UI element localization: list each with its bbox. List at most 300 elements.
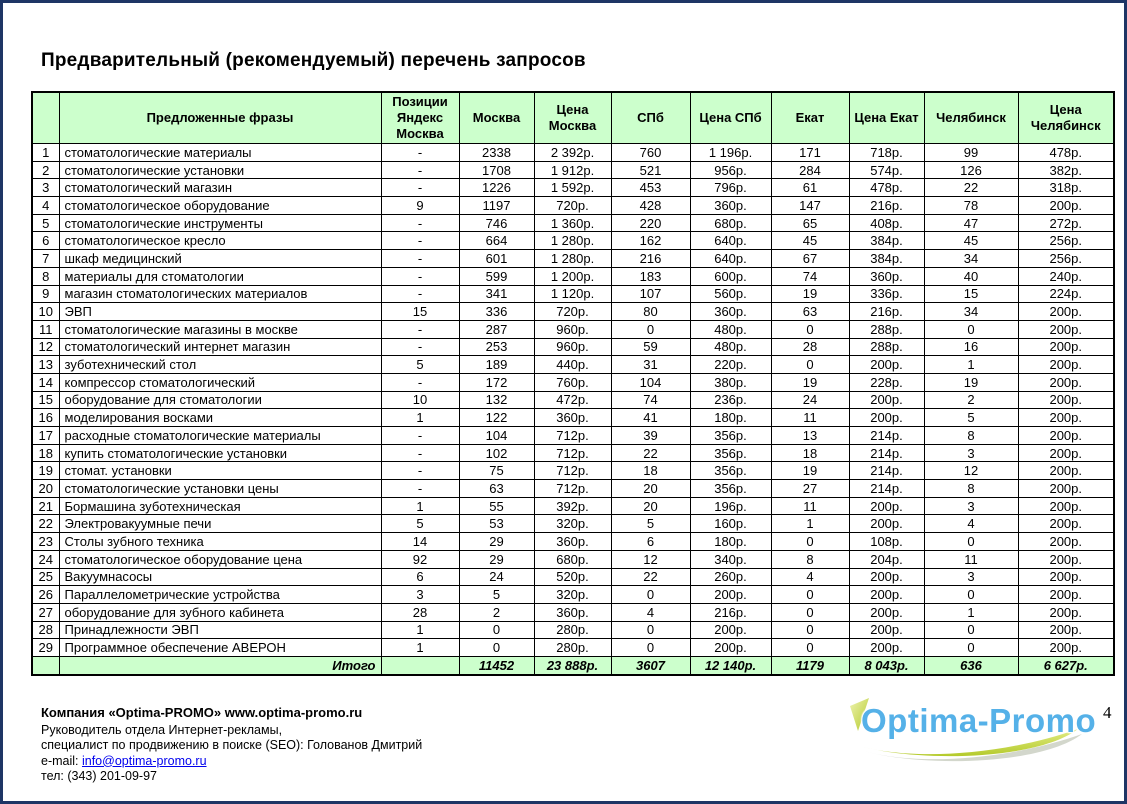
phrase-cell: стомат. установки bbox=[59, 462, 381, 480]
phrase-cell: стоматологические материалы bbox=[59, 144, 381, 162]
phrase-cell: шкаф медицинский bbox=[59, 250, 381, 268]
phrase-cell: купить стоматологические установки bbox=[59, 444, 381, 462]
value-cell: 712р. bbox=[534, 427, 611, 445]
value-cell: 408р. bbox=[849, 214, 924, 232]
row-number-cell: 28 bbox=[32, 621, 59, 639]
table-row bbox=[32, 285, 1114, 303]
table-row bbox=[32, 639, 1114, 657]
row-number-cell: 25 bbox=[32, 568, 59, 586]
value-cell: 0 bbox=[771, 320, 849, 338]
value-cell: 1 196р. bbox=[690, 144, 771, 162]
value-cell: 478р. bbox=[849, 179, 924, 197]
value-cell: 200р. bbox=[1018, 550, 1114, 568]
phrase-cell: Принадлежности ЭВП bbox=[59, 621, 381, 639]
value-cell: 1 bbox=[381, 639, 459, 657]
phrase-cell: Вакуумнасосы bbox=[59, 568, 381, 586]
value-cell: 11 bbox=[771, 409, 849, 427]
value-cell: 260р. bbox=[690, 568, 771, 586]
value-cell: 216р. bbox=[690, 603, 771, 621]
value-cell: 104 bbox=[459, 427, 534, 445]
value-cell: 256р. bbox=[1018, 250, 1114, 268]
value-cell: 5 bbox=[459, 586, 534, 604]
value-cell: 9 bbox=[381, 197, 459, 215]
total-value-moscow-price: 23 888р. bbox=[534, 656, 611, 675]
value-cell: 5 bbox=[381, 515, 459, 533]
value-cell: 200р. bbox=[849, 568, 924, 586]
value-cell: 0 bbox=[459, 639, 534, 657]
table-row bbox=[32, 373, 1114, 391]
table-row bbox=[32, 267, 1114, 285]
value-cell: 200р. bbox=[1018, 497, 1114, 515]
value-cell: 796р. bbox=[690, 179, 771, 197]
phrase-cell: стоматологическое кресло bbox=[59, 232, 381, 250]
value-cell: 80 bbox=[611, 303, 690, 321]
value-cell: 75 bbox=[459, 462, 534, 480]
column-header: Цена Екат bbox=[849, 92, 924, 144]
value-cell: 108р. bbox=[849, 533, 924, 551]
value-cell: 0 bbox=[611, 320, 690, 338]
value-cell: 41 bbox=[611, 409, 690, 427]
value-cell: 341 bbox=[459, 285, 534, 303]
queries-table bbox=[31, 91, 1115, 676]
value-cell: 78 bbox=[924, 197, 1018, 215]
phrase-cell: стоматологические установки цены bbox=[59, 480, 381, 498]
phrase-cell: оборудование для зубного кабинета bbox=[59, 603, 381, 621]
company-logo bbox=[845, 693, 1097, 768]
value-cell: 356р. bbox=[690, 444, 771, 462]
value-cell: 1 280р. bbox=[534, 232, 611, 250]
value-cell: 0 bbox=[771, 603, 849, 621]
value-cell: 126 bbox=[924, 161, 1018, 179]
value-cell: 356р. bbox=[690, 480, 771, 498]
value-cell: 59 bbox=[611, 338, 690, 356]
value-cell: 20 bbox=[611, 497, 690, 515]
value-cell: 0 bbox=[771, 639, 849, 657]
value-cell: - bbox=[381, 427, 459, 445]
value-cell: 760 bbox=[611, 144, 690, 162]
value-cell: 196р. bbox=[690, 497, 771, 515]
footer-company-line: Компания «Optima-PROMO» www.optima-promo.ru bbox=[41, 705, 363, 720]
value-cell: 392р. bbox=[534, 497, 611, 515]
value-cell: 200р. bbox=[1018, 444, 1114, 462]
value-cell: 53 bbox=[459, 515, 534, 533]
value-cell: 74 bbox=[771, 267, 849, 285]
table-row bbox=[32, 480, 1114, 498]
value-cell: 280р. bbox=[534, 639, 611, 657]
value-cell: 480р. bbox=[690, 320, 771, 338]
value-cell: 200р. bbox=[1018, 427, 1114, 445]
value-cell: 4 bbox=[611, 603, 690, 621]
value-cell: 67 bbox=[771, 250, 849, 268]
total-value-ekat: 1179 bbox=[771, 656, 849, 675]
value-cell: 200р. bbox=[1018, 391, 1114, 409]
row-number-cell: 4 bbox=[32, 197, 59, 215]
row-number-cell: 27 bbox=[32, 603, 59, 621]
column-header: Цена Челябинск bbox=[1018, 92, 1114, 144]
column-header: Позиции Яндекс Москва bbox=[381, 92, 459, 144]
value-cell: 99 bbox=[924, 144, 1018, 162]
value-cell: 320р. bbox=[534, 515, 611, 533]
value-cell: 162 bbox=[611, 232, 690, 250]
row-number-cell: 8 bbox=[32, 267, 59, 285]
value-cell: 360р. bbox=[690, 197, 771, 215]
value-cell: 24 bbox=[771, 391, 849, 409]
value-cell: 272р. bbox=[1018, 214, 1114, 232]
value-cell: 180р. bbox=[690, 409, 771, 427]
value-cell: 200р. bbox=[849, 391, 924, 409]
phrase-cell: материалы для стоматологии bbox=[59, 267, 381, 285]
value-cell: 216р. bbox=[849, 197, 924, 215]
footer-email-label: e-mail: bbox=[41, 753, 82, 768]
value-cell: 360р. bbox=[849, 267, 924, 285]
value-cell: 200р. bbox=[1018, 356, 1114, 374]
value-cell: 440р. bbox=[534, 356, 611, 374]
value-cell: 204р. bbox=[849, 550, 924, 568]
value-cell: 200р. bbox=[690, 639, 771, 657]
total-value-chelyabinsk: 636 bbox=[924, 656, 1018, 675]
value-cell: 1 360р. bbox=[534, 214, 611, 232]
row-number-cell: 24 bbox=[32, 550, 59, 568]
value-cell: 12 bbox=[924, 462, 1018, 480]
value-cell: - bbox=[381, 232, 459, 250]
row-number-cell: 1 bbox=[32, 144, 59, 162]
table-row bbox=[32, 462, 1114, 480]
row-number-cell: 23 bbox=[32, 533, 59, 551]
table-row bbox=[32, 427, 1114, 445]
value-cell: 472р. bbox=[534, 391, 611, 409]
value-cell: 1 912р. bbox=[534, 161, 611, 179]
value-cell: 6 bbox=[381, 568, 459, 586]
table-row bbox=[32, 409, 1114, 427]
value-cell: 55 bbox=[459, 497, 534, 515]
value-cell: 122 bbox=[459, 409, 534, 427]
phrase-cell: Электровакуумные печи bbox=[59, 515, 381, 533]
value-cell: 224р. bbox=[1018, 285, 1114, 303]
value-cell: 356р. bbox=[690, 427, 771, 445]
value-cell: 200р. bbox=[1018, 480, 1114, 498]
value-cell: 200р. bbox=[690, 586, 771, 604]
value-cell: 2 bbox=[459, 603, 534, 621]
value-cell: 24 bbox=[459, 568, 534, 586]
phrase-cell: зуботехнический стол bbox=[59, 356, 381, 374]
total-label: Итого bbox=[59, 656, 381, 675]
value-cell: 200р. bbox=[1018, 197, 1114, 215]
value-cell: 11 bbox=[924, 550, 1018, 568]
value-cell: 228р. bbox=[849, 373, 924, 391]
value-cell: 216 bbox=[611, 250, 690, 268]
phrase-cell: стоматологический интернет магазин bbox=[59, 338, 381, 356]
value-cell: 320р. bbox=[534, 586, 611, 604]
value-cell: 31 bbox=[611, 356, 690, 374]
value-cell: 236р. bbox=[690, 391, 771, 409]
value-cell: 521 bbox=[611, 161, 690, 179]
value-cell: 220р. bbox=[690, 356, 771, 374]
value-cell: 8 bbox=[771, 550, 849, 568]
value-cell: 8 bbox=[924, 427, 1018, 445]
table-row bbox=[32, 214, 1114, 232]
value-cell: 318р. bbox=[1018, 179, 1114, 197]
table-row bbox=[32, 197, 1114, 215]
value-cell: 15 bbox=[924, 285, 1018, 303]
value-cell: - bbox=[381, 179, 459, 197]
phrase-cell: стоматологический магазин bbox=[59, 179, 381, 197]
value-cell: 92 bbox=[381, 550, 459, 568]
value-cell: 102 bbox=[459, 444, 534, 462]
value-cell: 0 bbox=[924, 533, 1018, 551]
value-cell: 0 bbox=[924, 320, 1018, 338]
value-cell: 712р. bbox=[534, 444, 611, 462]
value-cell: 1 bbox=[381, 621, 459, 639]
value-cell: 28 bbox=[381, 603, 459, 621]
row-number-cell: 6 bbox=[32, 232, 59, 250]
phrase-cell: ЭВП bbox=[59, 303, 381, 321]
value-cell: 720р. bbox=[534, 197, 611, 215]
value-cell: 10 bbox=[381, 391, 459, 409]
value-cell: 29 bbox=[459, 533, 534, 551]
value-cell: 19 bbox=[924, 373, 1018, 391]
value-cell: 22 bbox=[611, 568, 690, 586]
value-cell: 2 bbox=[924, 391, 1018, 409]
value-cell: 200р. bbox=[1018, 568, 1114, 586]
table-row bbox=[32, 568, 1114, 586]
value-cell: 336р. bbox=[849, 285, 924, 303]
value-cell: 6 bbox=[611, 533, 690, 551]
value-cell: 183 bbox=[611, 267, 690, 285]
value-cell: 22 bbox=[611, 444, 690, 462]
page-number: 4 bbox=[1103, 703, 1112, 722]
value-cell: 104 bbox=[611, 373, 690, 391]
phrase-cell: Столы зубного техника bbox=[59, 533, 381, 551]
total-value-moscow: 11452 bbox=[459, 656, 534, 675]
phrase-cell: компрессор стоматологический bbox=[59, 373, 381, 391]
value-cell: 288р. bbox=[849, 338, 924, 356]
value-cell: 200р. bbox=[1018, 338, 1114, 356]
table-row bbox=[32, 356, 1114, 374]
value-cell: 680р. bbox=[690, 214, 771, 232]
value-cell: 2 392р. bbox=[534, 144, 611, 162]
value-cell: 360р. bbox=[534, 409, 611, 427]
value-cell: 200р. bbox=[849, 497, 924, 515]
value-cell: 288р. bbox=[849, 320, 924, 338]
table-row bbox=[32, 303, 1114, 321]
table-row bbox=[32, 179, 1114, 197]
value-cell: - bbox=[381, 161, 459, 179]
phrase-cell: оборудование для стоматологии bbox=[59, 391, 381, 409]
table-row bbox=[32, 603, 1114, 621]
row-number-cell: 15 bbox=[32, 391, 59, 409]
phrase-cell: магазин стоматологических материалов bbox=[59, 285, 381, 303]
total-empty-number-cell bbox=[32, 656, 59, 675]
value-cell: 214р. bbox=[849, 444, 924, 462]
value-cell: 19 bbox=[771, 462, 849, 480]
value-cell: 712р. bbox=[534, 480, 611, 498]
footer-contact-block bbox=[41, 705, 422, 785]
value-cell: 200р. bbox=[849, 621, 924, 639]
row-number-cell: 22 bbox=[32, 515, 59, 533]
value-cell: 20 bbox=[611, 480, 690, 498]
value-cell: - bbox=[381, 444, 459, 462]
value-cell: 200р. bbox=[1018, 603, 1114, 621]
phrase-cell: стоматологические установки bbox=[59, 161, 381, 179]
value-cell: 356р. bbox=[690, 462, 771, 480]
value-cell: 171 bbox=[771, 144, 849, 162]
value-cell: 200р. bbox=[1018, 320, 1114, 338]
value-cell: 29 bbox=[459, 550, 534, 568]
value-cell: 1 bbox=[771, 515, 849, 533]
total-value-chelyabinsk-price: 6 627р. bbox=[1018, 656, 1114, 675]
value-cell: 200р. bbox=[1018, 639, 1114, 657]
row-number-cell: 10 bbox=[32, 303, 59, 321]
value-cell: 4 bbox=[924, 515, 1018, 533]
value-cell: 1 200р. bbox=[534, 267, 611, 285]
value-cell: 0 bbox=[611, 586, 690, 604]
value-cell: 453 bbox=[611, 179, 690, 197]
table-header-row bbox=[32, 92, 1114, 144]
table-body bbox=[32, 144, 1114, 657]
value-cell: 13 bbox=[771, 427, 849, 445]
value-cell: 960р. bbox=[534, 320, 611, 338]
value-cell: 172 bbox=[459, 373, 534, 391]
value-cell: - bbox=[381, 338, 459, 356]
value-cell: 480р. bbox=[690, 338, 771, 356]
value-cell: 336 bbox=[459, 303, 534, 321]
value-cell: 14 bbox=[381, 533, 459, 551]
value-cell: 574р. bbox=[849, 161, 924, 179]
column-header: СПб bbox=[611, 92, 690, 144]
value-cell: 284 bbox=[771, 161, 849, 179]
table-row bbox=[32, 444, 1114, 462]
phrase-cell: стоматологические магазины в москве bbox=[59, 320, 381, 338]
value-cell: 5 bbox=[611, 515, 690, 533]
value-cell: 340р. bbox=[690, 550, 771, 568]
value-cell: 200р. bbox=[1018, 533, 1114, 551]
value-cell: 0 bbox=[771, 586, 849, 604]
value-cell: 74 bbox=[611, 391, 690, 409]
value-cell: 3 bbox=[924, 568, 1018, 586]
row-number-cell: 13 bbox=[32, 356, 59, 374]
value-cell: 956р. bbox=[690, 161, 771, 179]
column-header bbox=[32, 92, 59, 144]
value-cell: - bbox=[381, 480, 459, 498]
value-cell: 360р. bbox=[534, 533, 611, 551]
footer-role-line-2: специалист по продвижению в поиске (SEO): Голованов Дмитрий bbox=[41, 738, 423, 752]
value-cell: 2338 bbox=[459, 144, 534, 162]
value-cell: 664 bbox=[459, 232, 534, 250]
table-row bbox=[32, 533, 1114, 551]
phrase-cell: стоматологическое оборудование bbox=[59, 197, 381, 215]
phrase-cell: Параллелометрические устройства bbox=[59, 586, 381, 604]
value-cell: 63 bbox=[771, 303, 849, 321]
row-number-cell: 11 bbox=[32, 320, 59, 338]
value-cell: 1 bbox=[381, 497, 459, 515]
value-cell: 560р. bbox=[690, 285, 771, 303]
value-cell: 214р. bbox=[849, 462, 924, 480]
row-number-cell: 5 bbox=[32, 214, 59, 232]
phrase-cell: Бормашина зуботехническая bbox=[59, 497, 381, 515]
value-cell: 1708 bbox=[459, 161, 534, 179]
value-cell: 1 bbox=[381, 409, 459, 427]
value-cell: 200р. bbox=[849, 639, 924, 657]
column-header: Челябинск bbox=[924, 92, 1018, 144]
row-number-cell: 12 bbox=[32, 338, 59, 356]
column-header: Екат bbox=[771, 92, 849, 144]
value-cell: 384р. bbox=[849, 232, 924, 250]
column-header: Предложенные фразы bbox=[59, 92, 381, 144]
value-cell: 47 bbox=[924, 214, 1018, 232]
footer-phone-line: тел: (343) 201-09-97 bbox=[41, 769, 158, 783]
row-number-cell: 19 bbox=[32, 462, 59, 480]
value-cell: 200р. bbox=[1018, 621, 1114, 639]
value-cell: 34 bbox=[924, 303, 1018, 321]
value-cell: 214р. bbox=[849, 427, 924, 445]
value-cell: 107 bbox=[611, 285, 690, 303]
footer-email-link[interactable]: info@optima-promo.ru bbox=[81, 753, 207, 768]
column-header: Москва bbox=[459, 92, 534, 144]
value-cell: 382р. bbox=[1018, 161, 1114, 179]
value-cell: 718р. bbox=[849, 144, 924, 162]
value-cell: 200р. bbox=[849, 586, 924, 604]
value-cell: 640р. bbox=[690, 232, 771, 250]
row-number-cell: 29 bbox=[32, 639, 59, 657]
value-cell: 0 bbox=[924, 621, 1018, 639]
value-cell: 18 bbox=[771, 444, 849, 462]
column-header: Цена Москва bbox=[534, 92, 611, 144]
value-cell: 18 bbox=[611, 462, 690, 480]
value-cell: 28 bbox=[771, 338, 849, 356]
value-cell: 1 280р. bbox=[534, 250, 611, 268]
value-cell: 12 bbox=[611, 550, 690, 568]
row-number-cell: 18 bbox=[32, 444, 59, 462]
value-cell: 40 bbox=[924, 267, 1018, 285]
row-number-cell: 2 bbox=[32, 161, 59, 179]
value-cell: 720р. bbox=[534, 303, 611, 321]
value-cell: 256р. bbox=[1018, 232, 1114, 250]
row-number-cell: 20 bbox=[32, 480, 59, 498]
value-cell: - bbox=[381, 250, 459, 268]
value-cell: - bbox=[381, 144, 459, 162]
value-cell: 39 bbox=[611, 427, 690, 445]
footer-role-line-1: Руководитель отдела Интернет-рекламы, bbox=[41, 722, 283, 737]
value-cell: 380р. bbox=[690, 373, 771, 391]
value-cell: 0 bbox=[611, 639, 690, 657]
value-cell: 200р. bbox=[849, 356, 924, 374]
value-cell: 8 bbox=[924, 480, 1018, 498]
value-cell: 0 bbox=[771, 356, 849, 374]
table-row bbox=[32, 144, 1114, 162]
value-cell: 712р. bbox=[534, 462, 611, 480]
value-cell: 214р. bbox=[849, 480, 924, 498]
value-cell: 16 bbox=[924, 338, 1018, 356]
value-cell: 4 bbox=[771, 568, 849, 586]
row-number-cell: 3 bbox=[32, 179, 59, 197]
phrase-cell: расходные стоматологические материалы bbox=[59, 427, 381, 445]
value-cell: 760р. bbox=[534, 373, 611, 391]
value-cell: 0 bbox=[771, 533, 849, 551]
row-number-cell: 16 bbox=[32, 409, 59, 427]
value-cell: 216р. bbox=[849, 303, 924, 321]
table-row bbox=[32, 550, 1114, 568]
value-cell: 280р. bbox=[534, 621, 611, 639]
value-cell: 746 bbox=[459, 214, 534, 232]
table-row bbox=[32, 320, 1114, 338]
value-cell: 19 bbox=[771, 373, 849, 391]
table-row bbox=[32, 497, 1114, 515]
value-cell: 5 bbox=[381, 356, 459, 374]
value-cell: - bbox=[381, 320, 459, 338]
value-cell: 478р. bbox=[1018, 144, 1114, 162]
value-cell: 1226 bbox=[459, 179, 534, 197]
value-cell: 680р. bbox=[534, 550, 611, 568]
